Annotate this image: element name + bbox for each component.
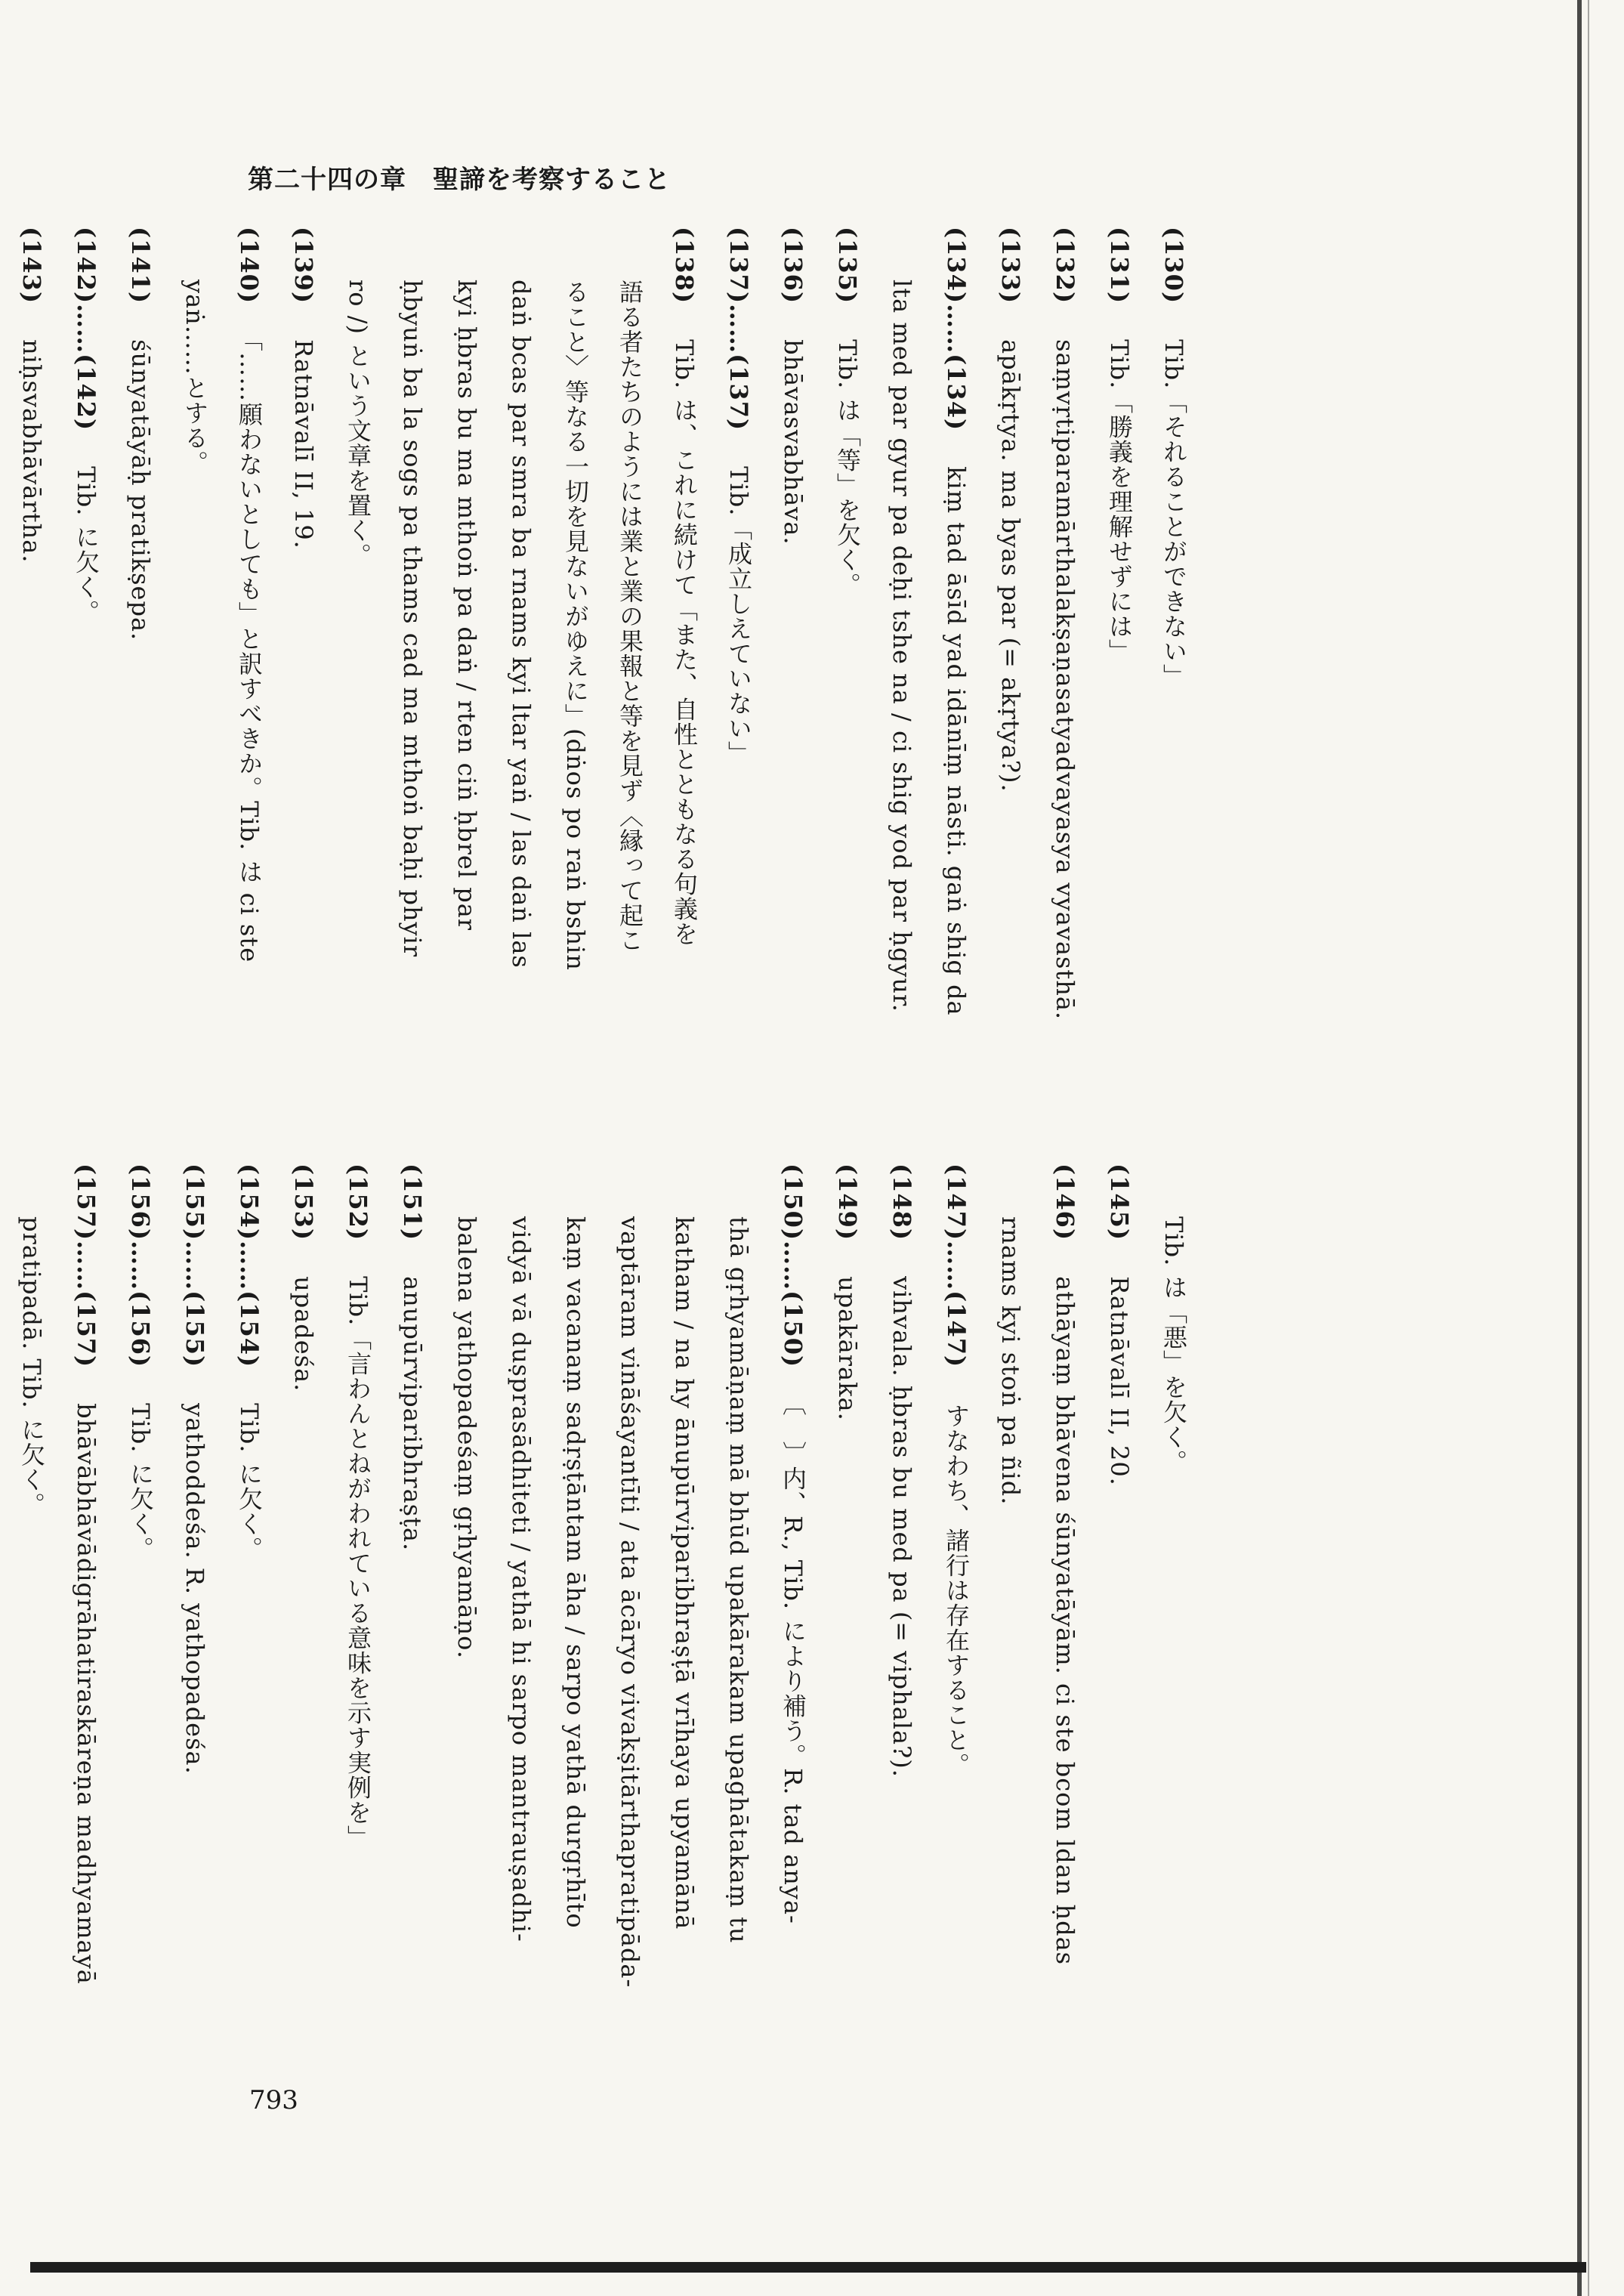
footnote-text: pratipadā. Tib. に欠く。: [17, 1216, 46, 1517]
footnote-line: [820, 227, 875, 1088]
footnote-line: [766, 227, 820, 1088]
footnote-line: [494, 227, 548, 1088]
page-number: 793: [249, 2085, 298, 2115]
footnote-number: (153): [289, 1163, 318, 1241]
footnote-number: (147)……(147): [942, 1163, 971, 1368]
footnote-number: (140): [235, 227, 264, 304]
footnote-line: [875, 227, 929, 1088]
footnote-text: kaṃ vacanaṃ sadṛṣṭāntam āha / sarpo yathā durgṛhīto: [561, 1216, 590, 1929]
footnote-text: 「……願わないとしても」と訳すべきか。Tib. は ci ste: [235, 339, 264, 963]
footnote-text: thā gṛhyamāṇaṃ mā bhūd upakārakam upaghātakaṃ tu: [724, 1216, 753, 1944]
footnote-text: bhāvasvabhāva.: [779, 339, 807, 545]
footnote-line: [820, 1163, 875, 2025]
footnote-line: [276, 1163, 331, 2025]
footnote-text: yathoddeśa. R. yathopadeśa.: [181, 1403, 209, 1775]
footnote-text: bhāvābhāvādigrāhatiraskāreṇa madhyamayā: [72, 1403, 100, 1985]
footnote-text: yaṅ……とする。: [181, 280, 209, 475]
footnote-line: [113, 227, 168, 1088]
footnote-line: [331, 227, 385, 1088]
footnote-line: [5, 227, 59, 1088]
footnote-number: (131): [1105, 227, 1134, 304]
footnote-line: [385, 227, 440, 1088]
footnote-text: ro /) という文章を置く。: [344, 280, 372, 568]
footnote-number: (139): [289, 227, 318, 304]
footnote-line: [168, 227, 222, 1088]
footnote-text: upadeśa.: [289, 1276, 318, 1392]
footnote-line: [766, 1163, 820, 2025]
footnote-text: anupūrviparibhraṣṭa.: [398, 1276, 427, 1552]
footnote-text: Tib.「言わんとねがわれている意味を示す実例を」: [344, 1276, 372, 1850]
scan-border-bottom: [30, 2262, 1586, 2273]
footnote-text: Tib.「勝義を理解せずには」: [1105, 339, 1134, 664]
footnote-text: Tib. は「等」を欠く。: [833, 339, 862, 598]
footnote-number: (130): [1159, 227, 1188, 304]
footnote-text: kyi ḥbras bu ma mthoṅ pa daṅ / rten ciṅ ḥbrel par: [452, 280, 481, 932]
footnote-text: upakāraka.: [833, 1276, 862, 1421]
footnote-text: śūnyatāyāḥ pratikṣepa.: [126, 339, 155, 641]
footnote-line: [657, 1163, 712, 2025]
footnote-line: [983, 227, 1038, 1088]
footnote-line: [331, 1163, 385, 2025]
footnote-line: [385, 1163, 440, 2025]
footnote-number: (152): [344, 1163, 372, 1241]
footnote-text: rnams kyi stoṅ pa ñid.: [996, 1216, 1025, 1506]
footnote-number: (133): [996, 227, 1025, 304]
footnote-number: (142)……(142): [72, 227, 100, 431]
scan-border-right: [1577, 0, 1582, 2296]
footnote-number: (148): [888, 1163, 916, 1241]
footnote-text: vidyā vā duṣprasādhiteti / yathā hi sarpo mantrauṣadhi-: [507, 1216, 536, 1942]
footnote-text: ること〉等なる一切を見ないがゆえに」(dṅos po raṅ bshin: [561, 280, 590, 971]
footnote-line: [0, 1163, 5, 2025]
footnote-number: (149): [833, 1163, 862, 1241]
footnote-number: [0, 227, 5, 304]
footnote-number: (150)……(150): [779, 1163, 807, 1368]
footnote-number: (141): [126, 227, 155, 304]
footnote-line: [276, 227, 331, 1088]
footnote-text: Tib.「成立しえていない」: [724, 466, 753, 766]
footnote-text: すなわち、諸行は存在すること。: [942, 1403, 971, 1778]
footnote-line: [712, 1163, 766, 2025]
footnote-number: (137)……(137): [724, 227, 753, 431]
footnote-text: Tib.「それることができない」: [1159, 339, 1188, 689]
footnote-text: apākṛtya. ma byas par (= akṛtya?).: [996, 339, 1025, 793]
footnote-text: 語る者たちのようには業と業の果報と等を見ず〈縁って起こ: [616, 280, 644, 953]
footnote-line: [983, 1163, 1038, 2025]
footnote-text: niḥsvabhāvārtha.: [17, 339, 46, 564]
footnote-text: daṅ bcas par smra ba rnams kyi ltar yaṅ / las daṅ las: [507, 280, 536, 969]
footnote-number: (156)……(156): [126, 1163, 155, 1368]
footnote-text: Tib. に欠く。: [235, 1403, 264, 1562]
footnote-line: [1038, 1163, 1092, 2025]
footnote-line: [0, 227, 5, 1088]
running-head: 第二十四の章 聖諦を考察すること: [248, 165, 671, 195]
footnote-text: vaptāram vināśayantīti / ata ācāryo vivakṣitārthapratipāda-: [616, 1216, 644, 1989]
footnote-line: [440, 227, 494, 1088]
footnote-number: (155)……(155): [181, 1163, 209, 1368]
footnote-text: Ratnāvalī II, 19.: [289, 339, 318, 549]
footnote-number: (157)……(157): [72, 1163, 100, 1368]
footnote-line: [1147, 227, 1201, 1088]
footnote-line: [168, 1163, 222, 2025]
footnote-line: [59, 1163, 113, 2025]
footnote-line: [1147, 1163, 1201, 2025]
footnote-text: vihvala. ḥbras bu med pa (= viphala?).: [888, 1276, 916, 1778]
notes-column-lower: [0, 1163, 1201, 2025]
footnote-number: (151): [398, 1163, 427, 1241]
footnote-number: (134)……(134): [942, 227, 971, 431]
footnote-number: (135): [833, 227, 862, 304]
footnote-line: [712, 227, 766, 1088]
footnote-line: [1038, 227, 1092, 1088]
footnote-text: 〔 〕内、R., Tib. により補う。R. tad anya-: [779, 1403, 807, 1924]
footnote-text: kiṃ tad āsīd yad idānīṃ nāsti. gaṅ shig da: [942, 466, 971, 1016]
footnote-line: [929, 227, 983, 1088]
scan-border-right-inner: [1588, 0, 1589, 2296]
notes-column-upper: [0, 227, 1201, 1088]
footnote-text: athāyaṃ bhāvena śūnyatāyām. ci ste bcom ldan ḥdas: [1051, 1276, 1079, 1966]
footnote-line: [494, 1163, 548, 2025]
footnote-line: [875, 1163, 929, 2025]
footnote-line: [1092, 227, 1147, 1088]
footnote-number: (132): [1051, 227, 1079, 304]
footnote-number: (143): [17, 227, 46, 304]
footnote-line: [929, 1163, 983, 2025]
footnote-text: lta med par gyur pa deḥi tshe na / ci shig yod par ḥgyur.: [888, 280, 916, 1012]
footnote-number: (136): [779, 227, 807, 304]
footnote-text: Ratnāvalī II, 20.: [1105, 1276, 1134, 1486]
footnote-text: saṃvṛtiparamārthalakṣaṇasatyadvayasya vyavasthā.: [1051, 339, 1079, 1021]
footnote-line: [548, 227, 603, 1088]
footnote-number: (154)……(154): [235, 1163, 264, 1368]
footnote-line: [113, 1163, 168, 2025]
footnote-text: katham / na hy ānupūrviparibhraṣṭā vrīhaya upyamānā: [670, 1216, 699, 1930]
footnote-line: [59, 227, 113, 1088]
footnote-line: [1092, 1163, 1147, 2025]
footnote-text: balena yathopadeśaṃ gṛhyamāṇo.: [452, 1216, 481, 1659]
footnote-line: [603, 227, 657, 1088]
footnote-line: [657, 227, 712, 1088]
footnote-text: Tib. に欠く。: [126, 1403, 155, 1562]
footnote-number: (138): [670, 227, 699, 304]
footnote-line: [603, 1163, 657, 2025]
footnote-number: [0, 1163, 5, 1367]
footnote-line: [548, 1163, 603, 2025]
footnote-number: (146): [1051, 1163, 1079, 1241]
footnote-number: (145): [1105, 1163, 1134, 1241]
footnote-text: Tib. に欠く。: [72, 466, 100, 625]
footnote-line: [5, 1163, 59, 2025]
footnote-text: Tib. は、これに続けて「また、自性とともなる句義を: [670, 339, 699, 947]
footnote-text: Tib. は「悪」を欠く。: [1159, 1216, 1188, 1475]
footnote-line: [222, 227, 276, 1088]
footnote-text: ḥbyuṅ ba la sogs pa thams cad ma mthoṅ baḥi phyir: [398, 280, 427, 958]
footnote-line: [440, 1163, 494, 2025]
footnote-line: [222, 1163, 276, 2025]
